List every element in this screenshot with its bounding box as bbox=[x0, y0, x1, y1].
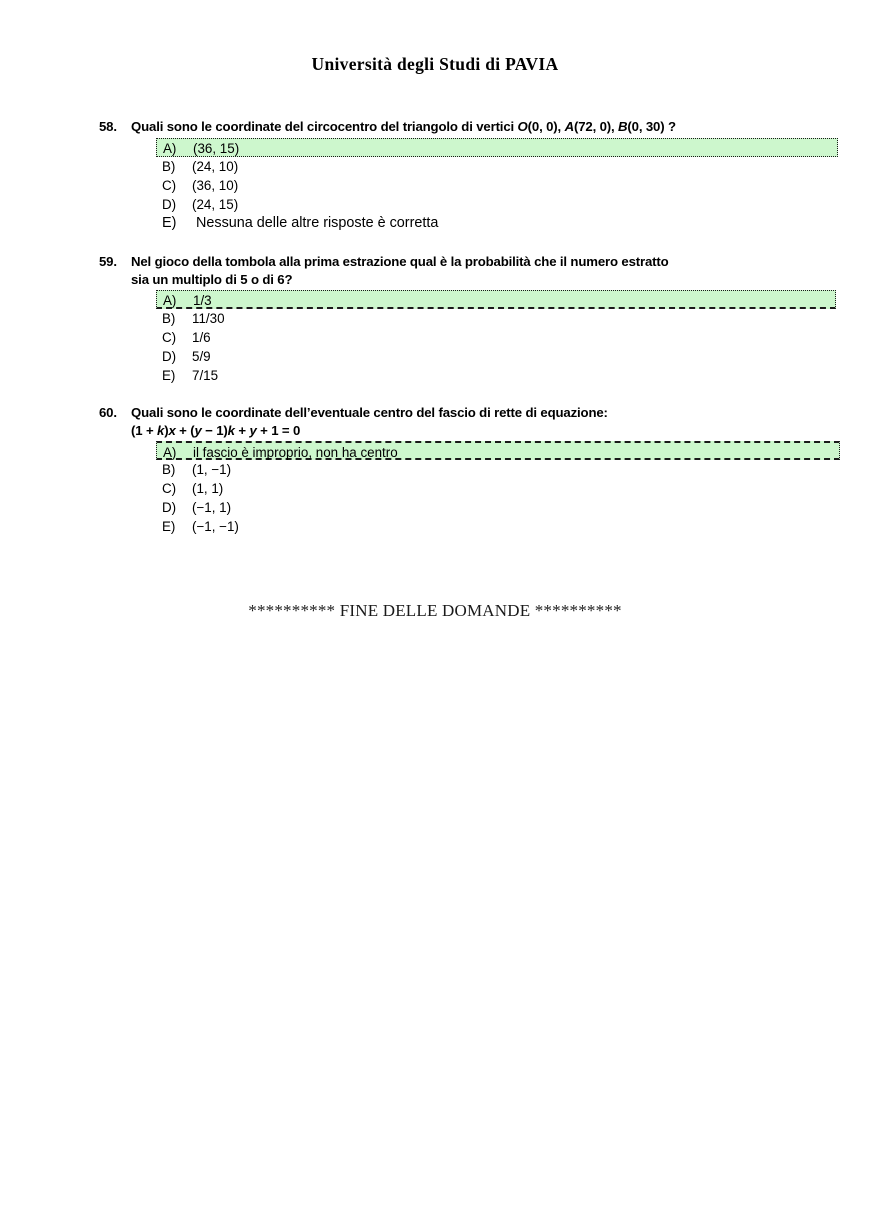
option-value: il fascio è improprio, non ha centro bbox=[193, 445, 398, 460]
option-label: C) bbox=[162, 330, 177, 345]
options-list-59 bbox=[0, 290, 870, 385]
question-equation-60: (1 + k)x + (y − 1)k + y + 1 = 0 bbox=[131, 422, 301, 438]
option-value: (36, 10) bbox=[192, 177, 239, 193]
option-row[interactable] bbox=[0, 214, 870, 233]
option-value: 5/9 bbox=[192, 349, 211, 364]
option-row[interactable] bbox=[0, 176, 870, 195]
option-row[interactable] bbox=[0, 347, 870, 366]
option-value: (1, 1) bbox=[192, 481, 224, 496]
option-label: A) bbox=[163, 293, 177, 308]
question-heading-58 bbox=[0, 118, 870, 136]
options-list-60 bbox=[0, 441, 870, 536]
option-row-correct[interactable] bbox=[156, 441, 840, 460]
option-row[interactable] bbox=[0, 328, 870, 347]
option-row[interactable] bbox=[0, 479, 870, 498]
option-value: 11/30 bbox=[192, 311, 225, 326]
question-heading-59 bbox=[0, 253, 870, 288]
option-value: (24, 10) bbox=[192, 158, 239, 174]
option-label: C) bbox=[162, 177, 177, 193]
option-label: B) bbox=[162, 311, 176, 326]
option-value: (36, 15) bbox=[193, 140, 240, 156]
option-row[interactable] bbox=[0, 517, 870, 536]
options-list-58 bbox=[0, 138, 870, 233]
question-text-59-line2: sia un multiplo di 5 o di 6? bbox=[131, 271, 293, 287]
question-block-58 bbox=[0, 118, 870, 233]
option-label: D) bbox=[162, 349, 177, 364]
option-label: D) bbox=[162, 500, 177, 515]
question-block-59 bbox=[0, 253, 870, 385]
option-value: Nessuna delle altre risposte è corretta bbox=[196, 214, 439, 231]
option-row[interactable] bbox=[0, 195, 870, 214]
option-row-correct[interactable] bbox=[156, 290, 836, 309]
option-value: 7/15 bbox=[192, 368, 219, 383]
option-label: A) bbox=[163, 445, 177, 460]
option-value: (1, −1) bbox=[192, 462, 232, 477]
option-label: B) bbox=[162, 462, 176, 477]
question-heading-60 bbox=[0, 404, 870, 439]
question-number-58: 58. bbox=[99, 119, 117, 134]
option-label: C) bbox=[162, 481, 177, 496]
question-number-59: 59. bbox=[99, 254, 117, 269]
option-value: 1/6 bbox=[192, 330, 211, 345]
question-text-59-line1: Nel gioco della tombola alla prima estrazione qual è la probabilità che il numero estratto bbox=[131, 254, 669, 269]
option-row-correct[interactable] bbox=[156, 138, 838, 157]
end-of-questions-note: ********** FINE DELLE DOMANDE ********** bbox=[248, 601, 622, 620]
option-label: B) bbox=[162, 158, 176, 174]
option-row[interactable] bbox=[0, 157, 870, 176]
option-row[interactable] bbox=[0, 366, 870, 385]
option-label: A) bbox=[163, 140, 177, 156]
option-value: 1/3 bbox=[193, 293, 212, 308]
option-row[interactable] bbox=[0, 460, 870, 479]
option-row[interactable] bbox=[0, 498, 870, 517]
question-number-60: 60. bbox=[99, 405, 117, 420]
option-row[interactable] bbox=[0, 309, 870, 328]
option-value: (24, 15) bbox=[192, 196, 239, 212]
option-label: E) bbox=[162, 368, 176, 383]
option-value: (−1, −1) bbox=[192, 519, 239, 534]
option-label: D) bbox=[162, 196, 177, 212]
question-text-60-line1: Quali sono le coordinate dell’eventuale centro del fascio di rette di equazione: bbox=[131, 405, 608, 420]
page-title: Università degli Studi di PAVIA bbox=[311, 54, 559, 74]
question-block-60 bbox=[0, 404, 870, 536]
option-label: E) bbox=[162, 214, 177, 231]
option-value: (−1, 1) bbox=[192, 500, 232, 515]
option-label: E) bbox=[162, 519, 176, 534]
question-text-58: Quali sono le coordinate del circocentro del triangolo di vertici O(0, 0), A(72, 0), B(0, 30) ? bbox=[131, 119, 676, 134]
